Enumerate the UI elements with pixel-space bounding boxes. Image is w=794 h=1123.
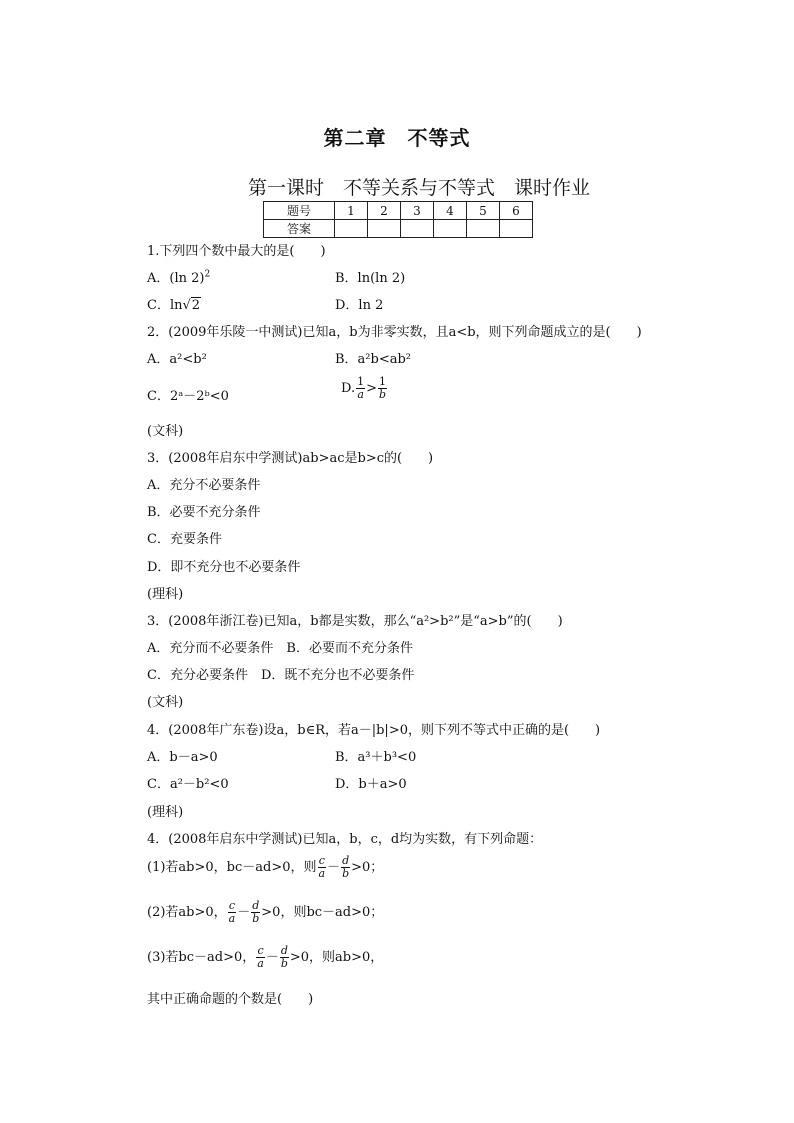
q2-stem: 2．(2009年乐陵一中测试)已知a，b为非零实数，且a<b，则下列命题成立的是( ) (147, 325, 642, 340)
answer-cell[interactable] (467, 220, 500, 238)
q1-stem: 1.下列四个数中最大的是( ) (147, 244, 326, 259)
fraction: $\frac{d}{b}$ (252, 899, 260, 925)
q4l-tail: 其中正确命题的个数是( ) (147, 992, 314, 1007)
q2-option-b: B．a²b<ab² (335, 352, 412, 367)
q2-option-a: A．a²<b² (147, 352, 207, 367)
q4l-proposition-1: (1)若ab>0，bc－ad>0，则 $\frac{c}{a}$ － $\frac{d}{b}$ >0； (147, 854, 384, 880)
q4l-proposition-3: (3)若bc－ad>0， $\frac{c}{a}$ － $\frac{d}{b}$ >0，则ab>0， (147, 944, 384, 970)
q1-option-b: B．ln(ln 2) (335, 271, 406, 286)
fraction: $\frac{d}{b}$ (280, 944, 288, 970)
q2-option-d: D. $\frac{1}{a}$ > $\frac{1}{b}$ (341, 375, 387, 401)
answer-table-answer-label: 答案 (264, 220, 335, 238)
question-number-2: 2 (368, 202, 401, 220)
fraction: $\frac{c}{a}$ (318, 854, 326, 880)
section-label-like: (理科) (147, 805, 184, 820)
lesson-title: 第一课时 不等关系与不等式 课时作业 (247, 177, 590, 199)
answer-cell[interactable] (434, 220, 467, 238)
q1-option-d: D．ln 2 (335, 298, 384, 313)
question-number-4: 4 (434, 202, 467, 220)
q2-option-c: C．2ᵃ－2ᵇ<0 (147, 389, 229, 404)
q4w-option-c: C．a²－b²<0 (147, 777, 229, 792)
q4w-option-d: D．b＋a>0 (335, 777, 407, 792)
section-label-wenke: (文科) (147, 695, 184, 710)
q3l-options-ab: A．充分而不必要条件 B．必要而不充分条件 (147, 641, 413, 656)
q3l-options-cd: C．充分必要条件 D．既不充分也不必要条件 (147, 668, 415, 683)
q1-option-c: C．ln√2 (147, 298, 201, 313)
answer-table-header-row (264, 202, 533, 220)
section-label-like: (理科) (147, 587, 184, 602)
q3l-stem: 3．(2008年浙江卷)已知a，b都是实数，那么“a²>b²”是“a>b”的( ) (147, 614, 563, 629)
fraction: $\frac{d}{b}$ (342, 854, 350, 880)
section-label-wenke: (文科) (147, 424, 184, 439)
answer-cell[interactable] (401, 220, 434, 238)
answer-table-answer-row (264, 220, 533, 238)
q4w-option-b: B．a³＋b³<0 (335, 750, 417, 765)
answer-table (263, 201, 533, 238)
q3w-option-a: A．充分不必要条件 (147, 478, 261, 493)
answer-cell[interactable] (368, 220, 401, 238)
q3w-option-b: B．必要不充分条件 (147, 505, 261, 520)
fraction: $\frac{c}{a}$ (228, 899, 236, 925)
fraction: $\frac{c}{a}$ (257, 944, 264, 970)
q4w-option-a: A．b－a>0 (147, 750, 218, 765)
question-number-6: 6 (500, 202, 533, 220)
q4w-stem: 4．(2008年广东卷)设a，b∈R，若a－|b|>0，则下列不等式中正确的是( ) (147, 723, 601, 738)
question-number-3: 3 (401, 202, 434, 220)
q4l-proposition-2: (2)若ab>0， $\frac{c}{a}$ － $\frac{d}{b}$ >0，则bc－ad>0； (147, 899, 384, 925)
chapter-title: 第二章 不等式 (323, 126, 471, 150)
fraction: $\frac{1}{a}$ (357, 375, 365, 401)
question-number-1: 1 (335, 202, 368, 220)
fraction: $\frac{1}{b}$ (379, 375, 387, 401)
q3w-option-d: D．即不充分也不必要条件 (147, 560, 301, 575)
answer-cell[interactable] (335, 220, 368, 238)
answer-table-header-label: 题号 (264, 202, 335, 220)
q3w-stem: 3．(2008年启东中学测试)ab>ac是b>c的( ) (147, 451, 434, 466)
question-number-5: 5 (467, 202, 500, 220)
q3w-option-c: C．充要条件 (147, 532, 222, 547)
answer-cell[interactable] (500, 220, 533, 238)
q1-option-a: A．(ln 2)$^2$ (147, 269, 211, 286)
q4l-stem: 4．(2008年启东中学测试)已知a，b，c，d均为实数，有下列命题： (147, 832, 543, 847)
